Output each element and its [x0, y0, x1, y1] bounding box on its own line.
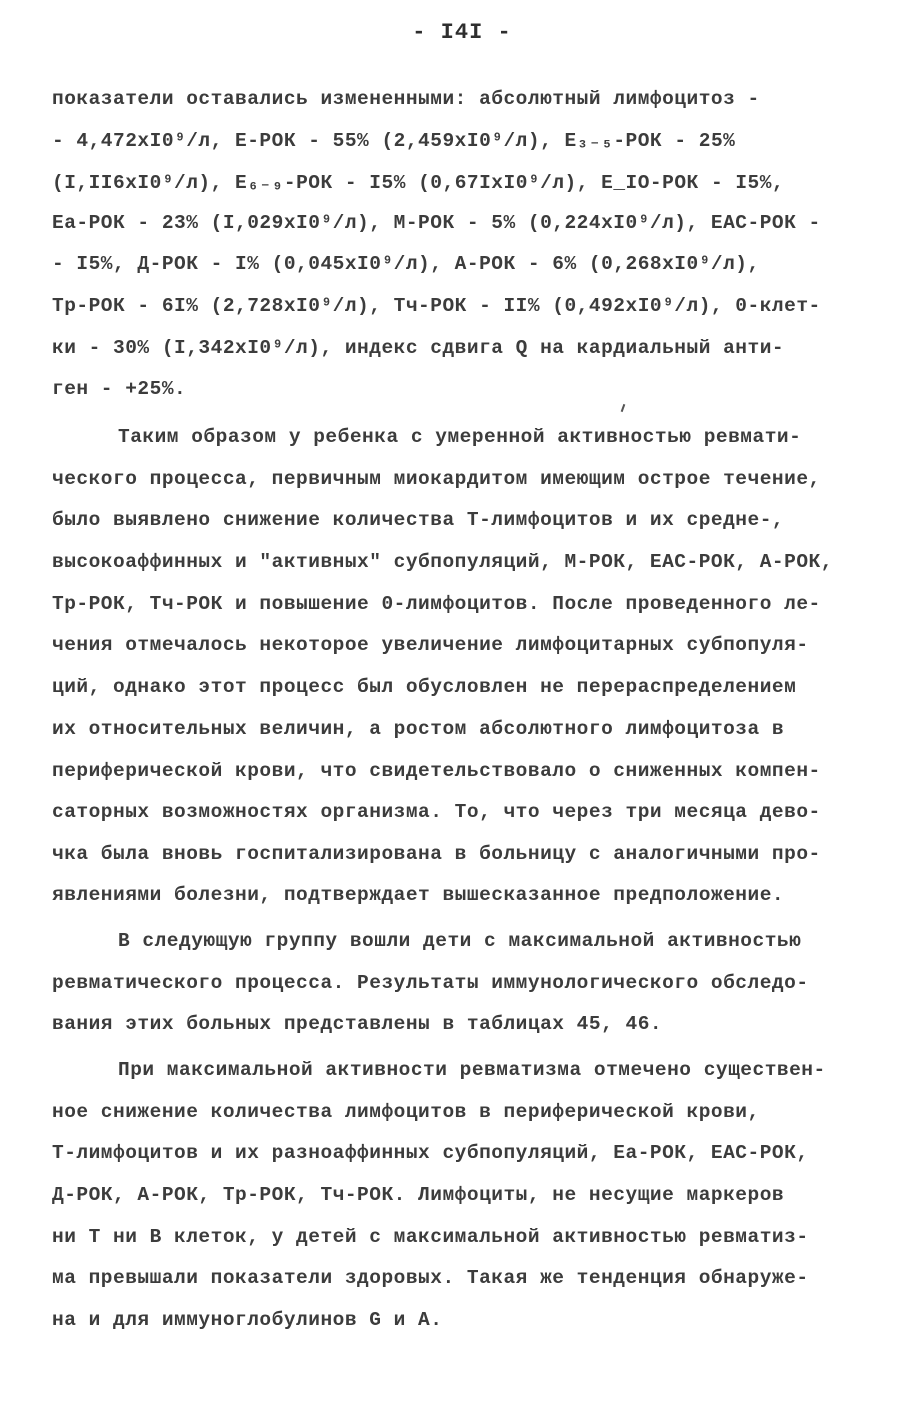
text-line: ческого процесса, первичным миокардитом имеющим острое течение,	[52, 468, 821, 490]
text-line: В следующую группу вошли дети с максимальной активностью	[118, 930, 802, 952]
text-line: ни Т ни В клеток, у детей с максимальной активностью ревматиз-	[52, 1226, 809, 1248]
text-line: ное снижение количества лимфоцитов в периферической крови,	[52, 1101, 760, 1123]
text-line: саторных возможностях организма. То, что через три месяца дево-	[52, 801, 821, 823]
text-line: ма превышали показатели здоровых. Такая же тенденция обнаруже-	[52, 1267, 809, 1289]
text-line: явлениями болезни, подтверждает вышесказанное предположение.	[52, 884, 785, 906]
text-line: было выявлено снижение количества Т-лимфоцитов и их средне-,	[52, 509, 785, 531]
text-line: (I,II6xI0⁹/л), E₆₋₉-РОК - I5% (0,67IxI0⁹/л), E_IO-РОК - I5%,	[52, 172, 785, 194]
text-line: Таким образом у ребенка с умеренной активностью ревмати-	[118, 426, 802, 448]
text-line: чения отмечалось некоторое увеличение лимфоцитарных субпопуля-	[52, 634, 809, 656]
text-line: ций, однако этот процесс был обусловлен не перераспределением	[52, 676, 797, 698]
text-line: - 4,472xI0⁹/л, Е-РОК - 55% (2,459xI0⁹/л), E₃₋₅-РОК - 25%	[52, 130, 736, 152]
text-line: Eа-РОК - 23% (I,029xI0⁹/л), М-РОК - 5% (0,224xI0⁹/л), ЕАС-РОК -	[52, 212, 821, 234]
stray-mark	[621, 404, 626, 412]
text-line: Tр-РОК, Tч-РОК и повышение 0-лимфоцитов. После проведенного ле-	[52, 593, 821, 615]
text-line: ревматического процесса. Результаты иммунологического обследо-	[52, 972, 809, 994]
text-line: периферической крови, что свидетельствовало о сниженных компен-	[52, 760, 821, 782]
text-line: ген - +25%.	[52, 378, 187, 400]
text-line: Tр-РОК - 6I% (2,728xI0⁹/л), Tч-РОК - II% (0,492xI0⁹/л), 0-клет-	[52, 295, 821, 317]
text-line: Т-лимфоцитов и их разноаффинных субпопуляций, Eа-РОК, ЕАС-РОК,	[52, 1142, 809, 1164]
text-line: высокоаффинных и "активных" субпопуляций, М-РОК, ЕАС-РОК, А-РОК,	[52, 551, 833, 573]
text-line: чка была вновь госпитализирована в больницу с аналогичными про-	[52, 843, 821, 865]
text-line: их относительных величин, а ростом абсолютного лимфоцитоза в	[52, 718, 785, 740]
text-line: При максимальной активности ревматизма отмечено существен-	[118, 1059, 826, 1081]
text-line: ки - 30% (I,342xI0⁹/л), индекс сдвига Q на кардиальный анти-	[52, 337, 785, 359]
text-line: на и для иммуноглобулинов G и А.	[52, 1309, 443, 1331]
text-line: показатели оставались измененными: абсолютный лимфоцитоз -	[52, 88, 760, 110]
text-line: вания этих больных представлены в таблицах 45, 46.	[52, 1013, 663, 1035]
page-number: - I4I -	[412, 20, 512, 45]
text-line: - I5%, Д-РОК - I% (0,045xI0⁹/л), А-РОК - 6% (0,268xI0⁹/л),	[52, 253, 760, 275]
text-line: Д-РОК, А-РОК, Tр-РОК, Tч-РОК. Лимфоциты, не несущие маркеров	[52, 1184, 785, 1206]
